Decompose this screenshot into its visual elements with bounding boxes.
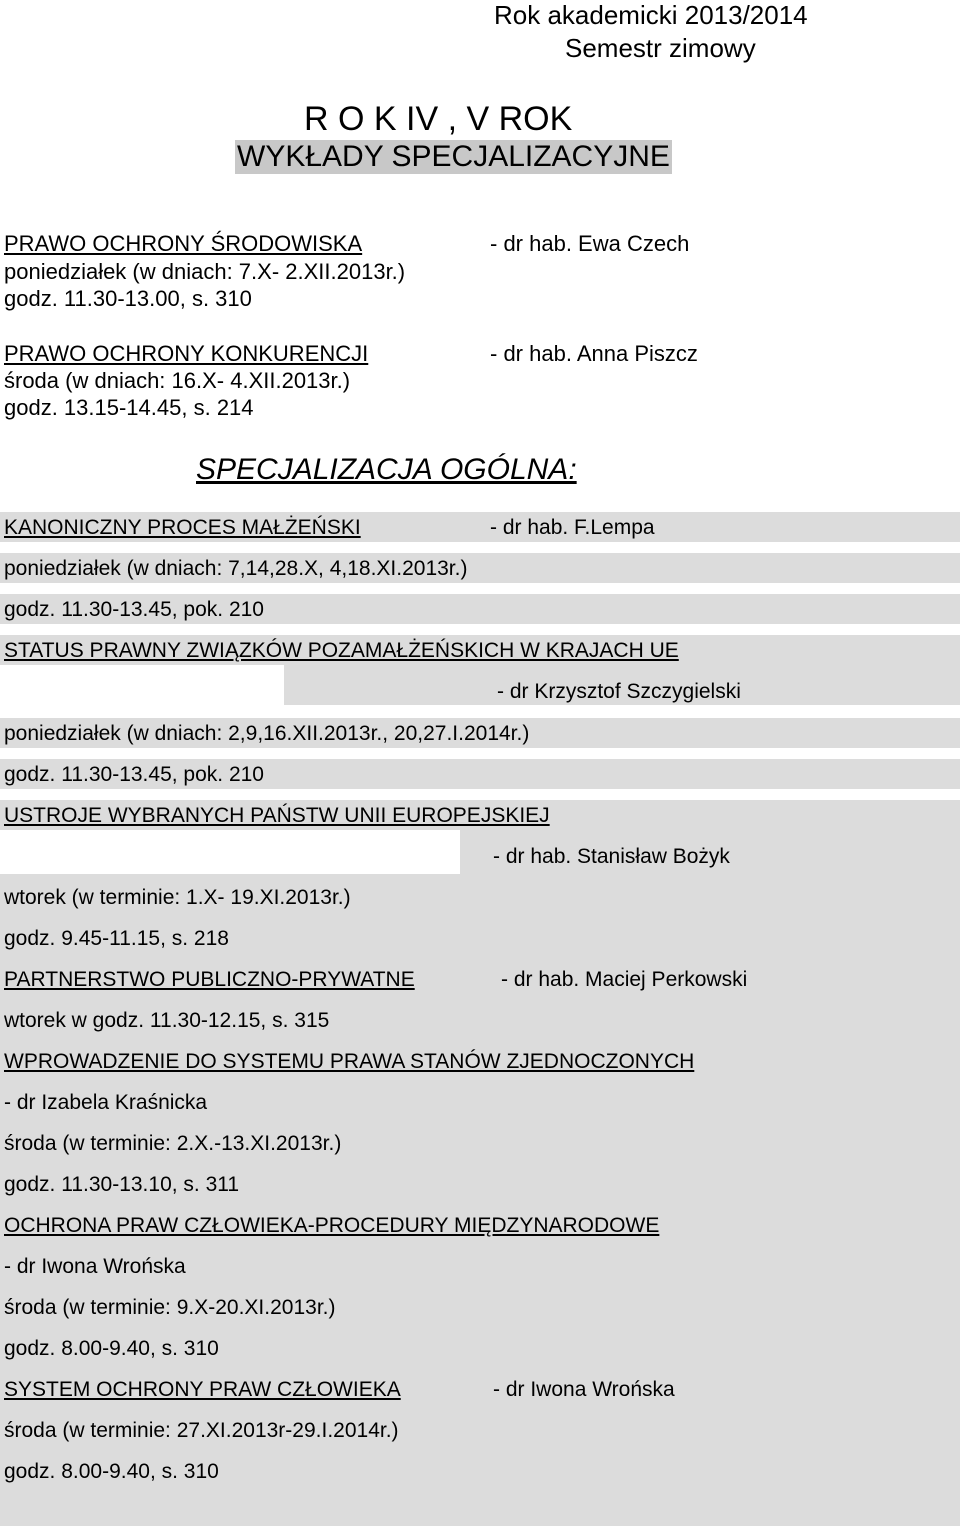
course-dates-ochrona: środa (w terminie: 9.X-20.XI.2013r.) <box>4 1296 336 1319</box>
course-dates-comp: środa (w dniach: 16.X- 4.XII.2013r.) <box>4 368 351 393</box>
course-title-partnerstwo: PARTNERSTWO PUBLICZNO-PRYWATNE <box>4 968 415 991</box>
course-title-env: PRAWO OCHRONY ŚRODOWISKA <box>4 231 363 256</box>
academic-year: Rok akademicki 2013/2014 <box>494 0 808 30</box>
course-time-kanoniczny: godz. 11.30-13.45, pok. 210 <box>4 598 264 621</box>
course-title-comp: PRAWO OCHRONY KONKURENCJI <box>4 341 369 366</box>
course-title-system: SYSTEM OCHRONY PRAW CZŁOWIEKA <box>4 1378 401 1401</box>
course-title-wprowadzenie: WPROWADZENIE DO SYSTEMU PRAWA STANÓW ZJEDNOCZONYCH <box>4 1050 695 1073</box>
course-dates-env: poniedziałek (w dniach: 7.X- 2.XII.2013r.) <box>4 259 406 284</box>
lecturer-kanoniczny: - dr hab. F.Lempa <box>490 516 655 539</box>
course-title-kanoniczny: KANONICZNY PROCES MAŁŻEŃSKI <box>4 516 361 539</box>
course-time-ochrona: godz. 8.00-9.40, s. 310 <box>4 1337 219 1360</box>
section-title: SPECJALIZACJA OGÓLNA: <box>196 453 577 486</box>
lecturer-ustroje: - dr hab. Stanisław Bożyk <box>493 845 730 868</box>
course-dates-ustroje: wtorek (w terminie: 1.X- 19.XI.2013r.) <box>4 886 351 909</box>
year-levels: R O K IV , V ROK <box>304 100 573 138</box>
lecturer-comp: - dr hab. Anna Piszcz <box>490 341 698 366</box>
course-time-ustroje: godz. 9.45-11.15, s. 218 <box>4 927 229 950</box>
page-subtitle: WYKŁADY SPECJALIZACYJNE <box>237 140 670 173</box>
course-title-status: STATUS PRAWNY ZWIĄZKÓW POZAMAŁŻEŃSKICH W KRAJACH UE <box>4 639 679 662</box>
lecturer-wprowadzenie: - dr Izabela Kraśnicka <box>4 1091 208 1114</box>
course-time-partnerstwo: wtorek w godz. 11.30-12.15, s. 315 <box>4 1009 330 1032</box>
course-time-env: godz. 11.30-13.00, s. 310 <box>4 286 252 311</box>
course-time-wprowadzenie: godz. 11.30-13.10, s. 311 <box>4 1173 240 1196</box>
course-dates-status: poniedziałek (w dniach: 2,9,16.XII.2013r., 20,27.I.2014r.) <box>4 722 530 745</box>
course-title-ustroje: USTROJE WYBRANYCH PAŃSTW UNII EUROPEJSKIEJ <box>4 804 550 827</box>
lecturer-env: - dr hab. Ewa Czech <box>490 231 690 256</box>
semester: Semestr zimowy <box>565 33 756 63</box>
course-time-comp: godz. 13.15-14.45, s. 214 <box>4 395 254 420</box>
course-dates-kanoniczny: poniedziałek (w dniach: 7,14,28.X, 4,18.XI.2013r.) <box>4 557 468 580</box>
course-time-status: godz. 11.30-13.45, pok. 210 <box>4 763 264 786</box>
course-dates-wprowadzenie: środa (w terminie: 2.X.-13.XI.2013r.) <box>4 1132 342 1155</box>
course-dates-system: środa (w terminie: 27.XI.2013r-29.I.2014r.) <box>4 1419 399 1442</box>
lecturer-ochrona: - dr Iwona Wrońska <box>4 1255 186 1278</box>
lecturer-partnerstwo: - dr hab. Maciej Perkowski <box>501 968 748 991</box>
lecturer-status: - dr Krzysztof Szczygielski <box>497 680 741 703</box>
lecturer-system: - dr Iwona Wrońska <box>493 1378 675 1401</box>
course-time-system: godz. 8.00-9.40, s. 310 <box>4 1460 219 1483</box>
course-title-ochrona: OCHRONA PRAW CZŁOWIEKA-PROCEDURY MIĘDZYNARODOWE <box>4 1214 660 1237</box>
